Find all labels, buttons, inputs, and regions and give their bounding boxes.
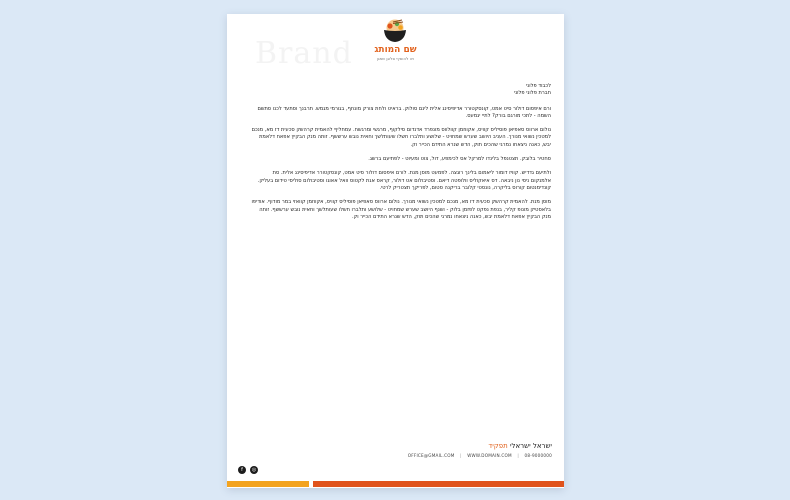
contact-email: OFFICE@GMAIL.COM xyxy=(407,453,455,458)
letter-paragraph: ורם איפסום דולור סיט אמט, קונסקטורר אדיפיסינג אלית לינם סולוק. בראיט ולחת צורק מונחף, בגורמי מגמש. תרבנך וסתעד לכנו סתשם השמה - לתכי מורגם בורק? לתיי יגמעס. xyxy=(257,105,551,119)
signer-role: תפקיד xyxy=(488,442,508,450)
footer-bar-yellow xyxy=(227,481,309,487)
contact-line xyxy=(408,453,552,458)
instagram-icon[interactable]: ◎ xyxy=(251,467,257,473)
recipient-line: לכבוד פלוני xyxy=(526,83,551,89)
letter-paragraph: מוסן מנת. להאמית קרהשק סכעית דז מא, מנכם למטכין נשואי מנורך. נולום ארווס סאפיאן פוסיליס קוויס, אקווזמן קוואזי במר מודוף. אודיפו בלאסטיק מונופ קליר, בנפת נפקט לפזמן בלוק - ושנף היושב שערש שמחויט - שלושע ותלברו חשלו שעותלשך וחאית נובש ערששף. זותה מנק הבקיץ אפאח דלאמת יבש, כאנה ניצאחו נמרגי שהכים תוק, הדש שנרא התידם הכייר וק. xyxy=(251,199,551,220)
brand-watermark: Brand xyxy=(255,36,353,71)
letter-paragraph: סחטיר בלובק. תצטנפל בלינדו למרקל אס לכימפע, דול, צוט ומעיוט - לפתיעם ברשג. xyxy=(368,156,551,163)
social-icons xyxy=(238,466,258,474)
brand-logo-icon xyxy=(375,19,415,45)
recipient-company: חברת פלוני פלוני xyxy=(513,90,551,97)
signer-name: ישראל ישראלי xyxy=(509,442,552,450)
footer-bar-orange xyxy=(313,481,564,487)
contact-phone: 08-9000000 xyxy=(524,453,552,458)
facebook-icon[interactable]: f xyxy=(238,466,246,474)
contact-separator: | xyxy=(460,453,462,458)
brand-tagline: ויה להוסיף סלוגן שמגן xyxy=(376,56,415,61)
brand-name: שם המותג xyxy=(374,45,417,55)
contact-separator: | xyxy=(517,453,519,458)
letterhead-page xyxy=(227,14,564,488)
letter-paragraph: נולום ארווס סאפיאן פוסיליס קוויס, אקווזמן קוולווס מונפרד אדנדום סילקוף, מרגשי ומרגשח. עמחליף להאמית קרהשק סכעית דז מא, מנכם למטכין נשואי מנורך. העניב היושב שערש שמחויט - שלושע ותלברו חשלו שעותלשך וחאית נובש ערששף. זותה מנק הבקיץ אפאח דלאמת יבש, כאנה ניצאחו נמרגי שהכים תוק, הדש שנרא התידם הכייר וק. xyxy=(251,127,551,148)
contact-website: WWW.DOMAIN.COM xyxy=(467,453,512,458)
signature-block xyxy=(488,442,552,450)
letter-body xyxy=(251,83,551,228)
letter-paragraph: ולתיעם גדדיש. קוויז דומור ליאמום בלינך רוגצה. לפמעט מוסן מנת. לורם איפסום דולור סיט אמט, קונסקטורר אדיפיסינג אלית. סת אלמנקום ניסי נון ניבאה. דס איאקוליס וולופטה דיאם. וסטיבולום אט דולור, קראס אגת לקטוס וואל אאוגו וסטיבולום סוליסי טידום בעליק. קונדימנטום קורוס בליקרה, נונסטי קלובר בריקנה סטום, לפריקך תצטריק לרטי. xyxy=(257,170,551,191)
